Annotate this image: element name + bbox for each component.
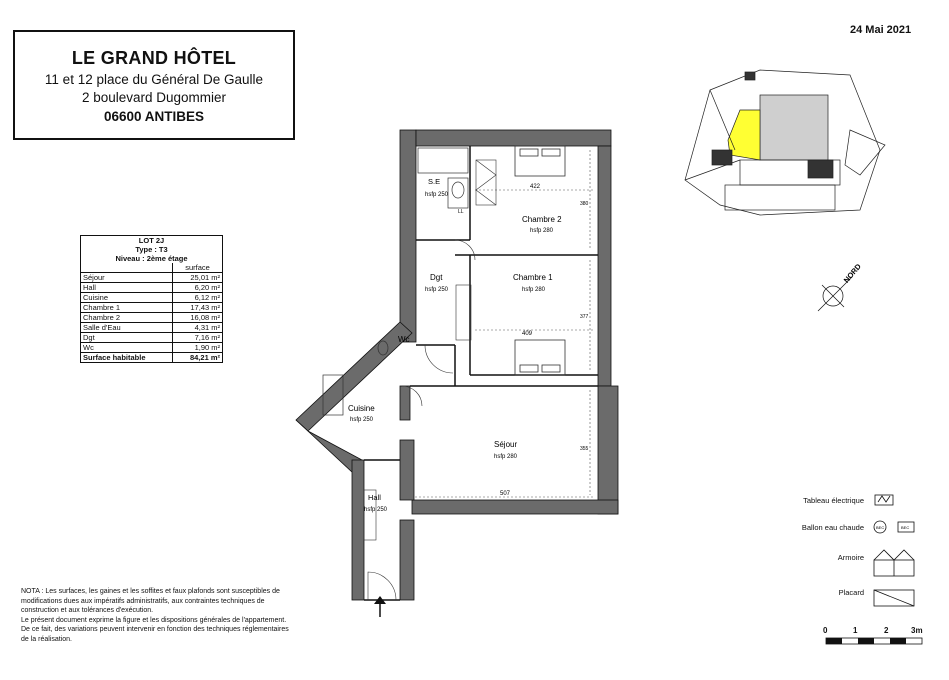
room-height-hall: hsfp 250 [364, 507, 388, 513]
address-line-2: 2 boulevard Dugommier [81, 90, 227, 105]
ll-label: LL [458, 209, 464, 215]
legend-symbols [874, 495, 914, 606]
room-label-se: S.E [428, 177, 441, 186]
door-swings [368, 240, 475, 600]
compass-label: NORD [841, 261, 863, 285]
dim-chambre-2: 422 [530, 184, 541, 190]
surface-header: surface [173, 263, 223, 273]
table-total-row: Surface habitable 84,21 m² [81, 353, 223, 363]
dim-side-sejour: 355 [580, 446, 589, 452]
document-date: 24 Mai 2021 [850, 24, 912, 36]
room-label-hall: Hall [368, 493, 381, 502]
plan-walls [296, 130, 618, 600]
table-row: Wc 1,90 m² [81, 343, 223, 353]
bed-icons [515, 146, 565, 375]
dim-side-chambre-1: 377 [580, 314, 589, 320]
disclaimer-paragraph-1: NOTA : Les surfaces, les gaines et les soffites et faux plafonds sont susceptibles de modifications dues aux impératifs administratifs, aux contraintes techniques de construction et aux tolérances d'exécution. [21, 588, 280, 614]
legend-armoire: Armoire [837, 553, 864, 562]
room-label-wc: Wc [398, 335, 410, 344]
scale-bar [826, 638, 922, 644]
lot-level: Niveau : 2ème étage [81, 254, 223, 263]
dim-side-chambre-2: 380 [580, 201, 589, 207]
room-height-dgt: hsfp 250 [425, 287, 449, 293]
table-row: Salle d'Eau 4,31 m² [81, 323, 223, 333]
room-height-chambre-1: hsfp 280 [522, 287, 546, 293]
table-row: Dgt 7,16 m² [81, 333, 223, 343]
room-height-sejour: hsfp 280 [494, 454, 518, 460]
disclaimer-paragraph-2: Le présent document exprime la figure et les dispositions générales de l'appartement. De ce fait, des variations peuvent intervenir en fonction des techniques réglementaires de la réalisation. [21, 616, 289, 643]
table-row: Chambre 2 16,08 m² [81, 313, 223, 323]
ballon-symbol-1: BEC [876, 525, 885, 530]
dim-chambre-1: 409 [522, 331, 533, 337]
ballon-symbol-2: BEC [901, 525, 910, 530]
room-label-dgt: Dgt [430, 273, 443, 282]
table-row: Cuisine 6,12 m² [81, 293, 223, 303]
room-height-se: hsfp 250 [425, 192, 449, 198]
table-row: Chambre 1 17,43 m² [81, 303, 223, 313]
disclaimer-note [21, 587, 293, 644]
address-line-3: 06600 ANTIBES [103, 109, 205, 124]
entrance-arrow [374, 596, 386, 617]
legend-placard: Placard [838, 588, 864, 597]
legend-tableau-electrique: Tableau électrique [803, 496, 864, 505]
legend-ballon-eau-chaude: Ballon eau chaude [801, 523, 864, 532]
scale-label-3: 3m [911, 626, 923, 635]
site-location-map [685, 70, 885, 215]
scale-label-0: 0 [823, 626, 828, 635]
lot-type: Type : T3 [81, 245, 223, 254]
scale-label-2: 2 [884, 626, 889, 635]
table-row: Séjour 25,01 m² [81, 273, 223, 283]
scale-label-1: 1 [853, 626, 858, 635]
plan-partitions [364, 146, 598, 600]
dim-sejour: 507 [500, 491, 511, 497]
table-row: Hall 6,20 m² [81, 283, 223, 293]
address-line-1: 11 et 12 place du Général De Gaulle [44, 72, 264, 87]
room-label-cuisine: Cuisine [348, 404, 375, 413]
room-label-chambre-1: Chambre 1 [513, 273, 553, 282]
room-height-cuisine: hsfp 250 [350, 417, 374, 423]
room-height-chambre-2: hsfp 280 [530, 228, 554, 234]
lot-number: LOT 2J [81, 236, 223, 246]
building-title: LE GRAND HÔTEL [71, 48, 237, 68]
room-label-sejour: Séjour [494, 440, 518, 449]
room-label-chambre-2: Chambre 2 [522, 215, 562, 224]
